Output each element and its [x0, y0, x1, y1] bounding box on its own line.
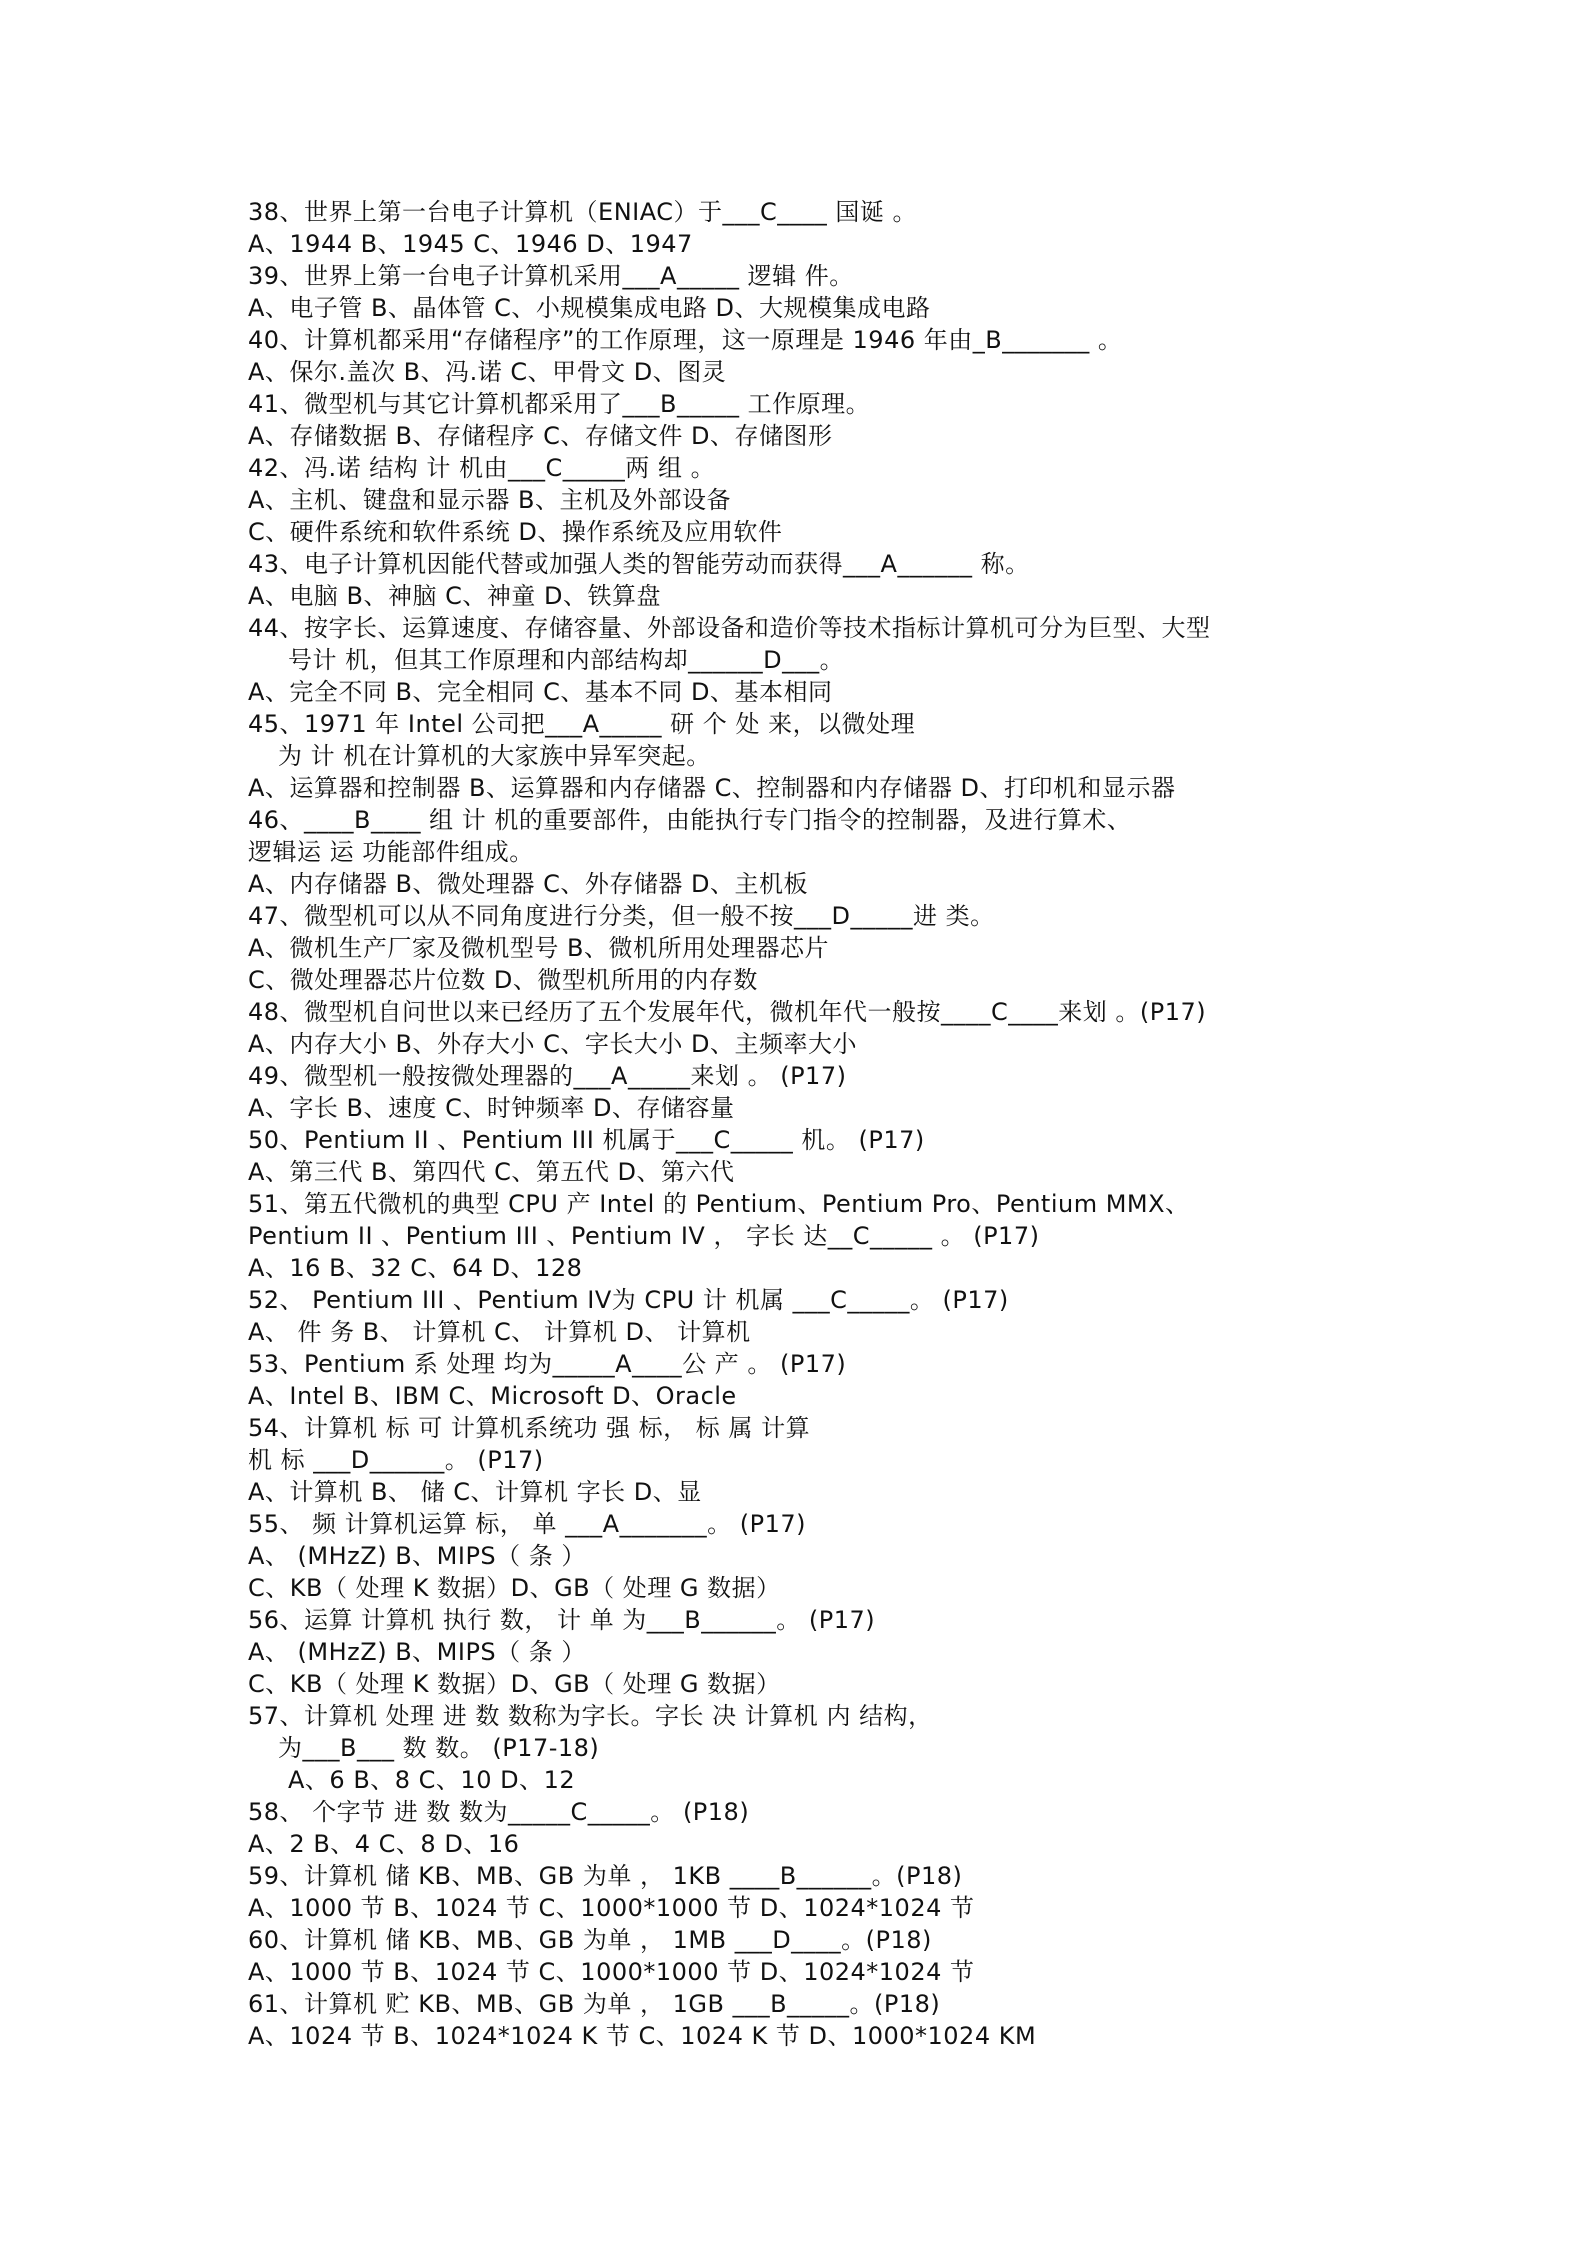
question-list — [248, 196, 1358, 2052]
question-45-stem: 45、1971 年 Intel 公司把___A_____ 研 个 处 来，以微处理 — [248, 710, 916, 738]
question-56-options-cd: C、KB（ 处理 K 数据）D、GB（ 处理 G 数据） — [248, 1670, 781, 1698]
question-61-options: A、1024 节 B、1024*1024 K 节 C、1024 K 节 D、1000*1024 KM — [248, 2022, 1037, 2050]
question-48-options: A、内存大小 B、外存大小 C、字长大小 D、主频率大小 — [248, 1030, 858, 1058]
question-45-stem-cont: 为 计 机在计算机的大家族中异军突起。 — [278, 742, 711, 770]
question-46-stem: 46、____B____ 组 计 机的重要部件，由能执行专门指令的控制器，及进行算术、 — [248, 806, 1132, 834]
question-55-options-ab: A、 (MHzZ) B、MIPS（ 条 ） — [248, 1542, 586, 1570]
question-60-options: A、1000 节 B、1024 节 C、1000*1000 节 D、1024*1024 节 — [248, 1958, 975, 1986]
question-54-options: A、计算机 B、 储 C、计算机 字长 D、显 — [248, 1478, 702, 1506]
question-51-stem-cont: Pentium II 、Pentium III 、Pentium IV ， 字长 达__C_____ 。 (P17) — [248, 1222, 1040, 1250]
question-59-stem: 59、计算机 储 KB、MB、GB 为单 ， 1KB ____B______。(P18) — [248, 1862, 963, 1890]
question-43-stem: 43、电子计算机因能代替或加强人类的智能劳动而获得___A______ 称。 — [248, 550, 1030, 578]
question-58-options: A、2 B、4 C、8 D、16 — [248, 1830, 520, 1858]
question-52-stem: 52、 Pentium III 、Pentium IV为 CPU 计 机属 ___C_____。 (P17) — [248, 1286, 1009, 1314]
question-56-stem: 56、运算 计算机 执行 数， 计 单 为___B______。 (P17) — [248, 1606, 876, 1634]
question-46-options: A、内存储器 B、微处理器 C、外存储器 D、主机板 — [248, 870, 809, 898]
question-42-options-cd: C、硬件系统和软件系统 D、操作系统及应用软件 — [248, 518, 783, 546]
question-51-options: A、16 B、32 C、64 D、128 — [248, 1254, 583, 1282]
question-60-stem: 60、计算机 储 KB、MB、GB 为单 ， 1MB ___D____。(P18) — [248, 1926, 932, 1954]
question-59-options: A、1000 节 B、1024 节 C、1000*1000 节 D、1024*1024 节 — [248, 1894, 975, 1922]
question-55-options-cd: C、KB（ 处理 K 数据）D、GB（ 处理 G 数据） — [248, 1574, 781, 1602]
question-44-stem: 44、按字长、运算速度、存储容量、外部设备和造价等技术指标计算机可分为巨型、大型 — [248, 614, 1211, 642]
question-48-stem: 48、微型机自问世以来已经历了五个发展年代，微机年代一般按____C____来划 。(P17) — [248, 998, 1207, 1026]
question-42-options-ab: A、主机、键盘和显示器 B、主机及外部设备 — [248, 486, 732, 514]
question-45-options: A、运算器和控制器 B、运算器和内存储器 C、控制器和内存储器 D、打印机和显示器 — [248, 774, 1176, 802]
question-56-options-ab: A、 (MHzZ) B、MIPS（ 条 ） — [248, 1638, 586, 1666]
question-57-options: A、6 B、8 C、10 D、12 — [288, 1766, 576, 1794]
question-61-stem: 61、计算机 贮 KB、MB、GB 为单 ， 1GB ___B_____。(P18) — [248, 1990, 941, 2018]
question-49-stem: 49、微型机一般按微处理器的___A_____来划 。 (P17) — [248, 1062, 847, 1090]
question-41-options: A、存储数据 B、存储程序 C、存储文件 D、存储图形 — [248, 422, 833, 450]
question-52-options: A、 件 务 B、 计算机 C、 计算机 D、 计算机 — [248, 1318, 751, 1346]
question-44-stem-cont: 号计 机，但其工作原理和内部结构却______D___。 — [288, 646, 845, 674]
question-38-options: A、1944 B、1945 C、1946 D、1947 — [248, 230, 693, 258]
question-42-stem: 42、冯.诺 结构 计 机由___C_____两 组 。 — [248, 454, 716, 482]
question-55-stem: 55、 频 计算机运算 标， 单 ___A_______。 (P17) — [248, 1510, 806, 1538]
question-53-stem: 53、Pentium 系 处理 均为_____A____公 产 。 (P17) — [248, 1350, 847, 1378]
question-57-stem: 57、计算机 处理 进 数 数称为字长。字长 决 计算机 内 结构， — [248, 1702, 933, 1730]
question-54-stem-cont: 机 标 ___D______。 (P17) — [248, 1446, 544, 1474]
question-58-stem: 58、 个字节 进 数 数为_____C_____。 (P18) — [248, 1798, 750, 1826]
question-47-options-ab: A、微机生产厂家及微机型号 B、微机所用处理器芯片 — [248, 934, 830, 962]
question-50-stem: 50、Pentium II 、Pentium III 机属于___C_____ 机。 (P17) — [248, 1126, 925, 1154]
question-53-options: A、Intel B、IBM C、Microsoft D、Oracle — [248, 1382, 737, 1410]
question-38-stem: 38、世界上第一台电子计算机（ENIAC）于___C____ 国诞 。 — [248, 198, 918, 226]
question-39-options: A、电子管 B、晶体管 C、小规模集成电路 D、大规模集成电路 — [248, 294, 931, 322]
question-54-stem: 54、计算机 标 可 计算机系统功 强 标， 标 属 计算 — [248, 1414, 811, 1442]
question-44-options: A、完全不同 B、完全相同 C、基本不同 D、基本相同 — [248, 678, 833, 706]
question-47-options-cd: C、微处理器芯片位数 D、微型机所用的内存数 — [248, 966, 758, 994]
question-40-stem: 40、计算机都采用“存储程序”的工作原理，这一原理是 1946 年由_B_______ 。 — [248, 326, 1123, 354]
question-39-stem: 39、世界上第一台电子计算机采用___A_____ 逻辑 件。 — [248, 262, 854, 290]
question-46-stem-cont: 逻辑运 运 功能部件组成。 — [248, 838, 534, 866]
question-43-options: A、电脑 B、神脑 C、神童 D、铁算盘 — [248, 582, 662, 610]
question-57-stem-cont: 为___B___ 数 数。 (P17-18) — [278, 1734, 600, 1762]
question-41-stem: 41、微型机与其它计算机都采用了___B_____ 工作原理。 — [248, 390, 871, 418]
question-40-options: A、保尔.盖次 B、冯.诺 C、甲骨文 D、图灵 — [248, 358, 727, 386]
question-47-stem: 47、微型机可以从不同角度进行分类，但一般不按___D_____进 类。 — [248, 902, 995, 930]
question-50-options: A、第三代 B、第四代 C、第五代 D、第六代 — [248, 1158, 735, 1186]
question-49-options: A、字长 B、速度 C、时钟频率 D、存储容量 — [248, 1094, 735, 1122]
question-51-stem: 51、第五代微机的典型 CPU 产 Intel 的 Pentium、Pentium Pro、Pentium MMX、 — [248, 1190, 1190, 1218]
